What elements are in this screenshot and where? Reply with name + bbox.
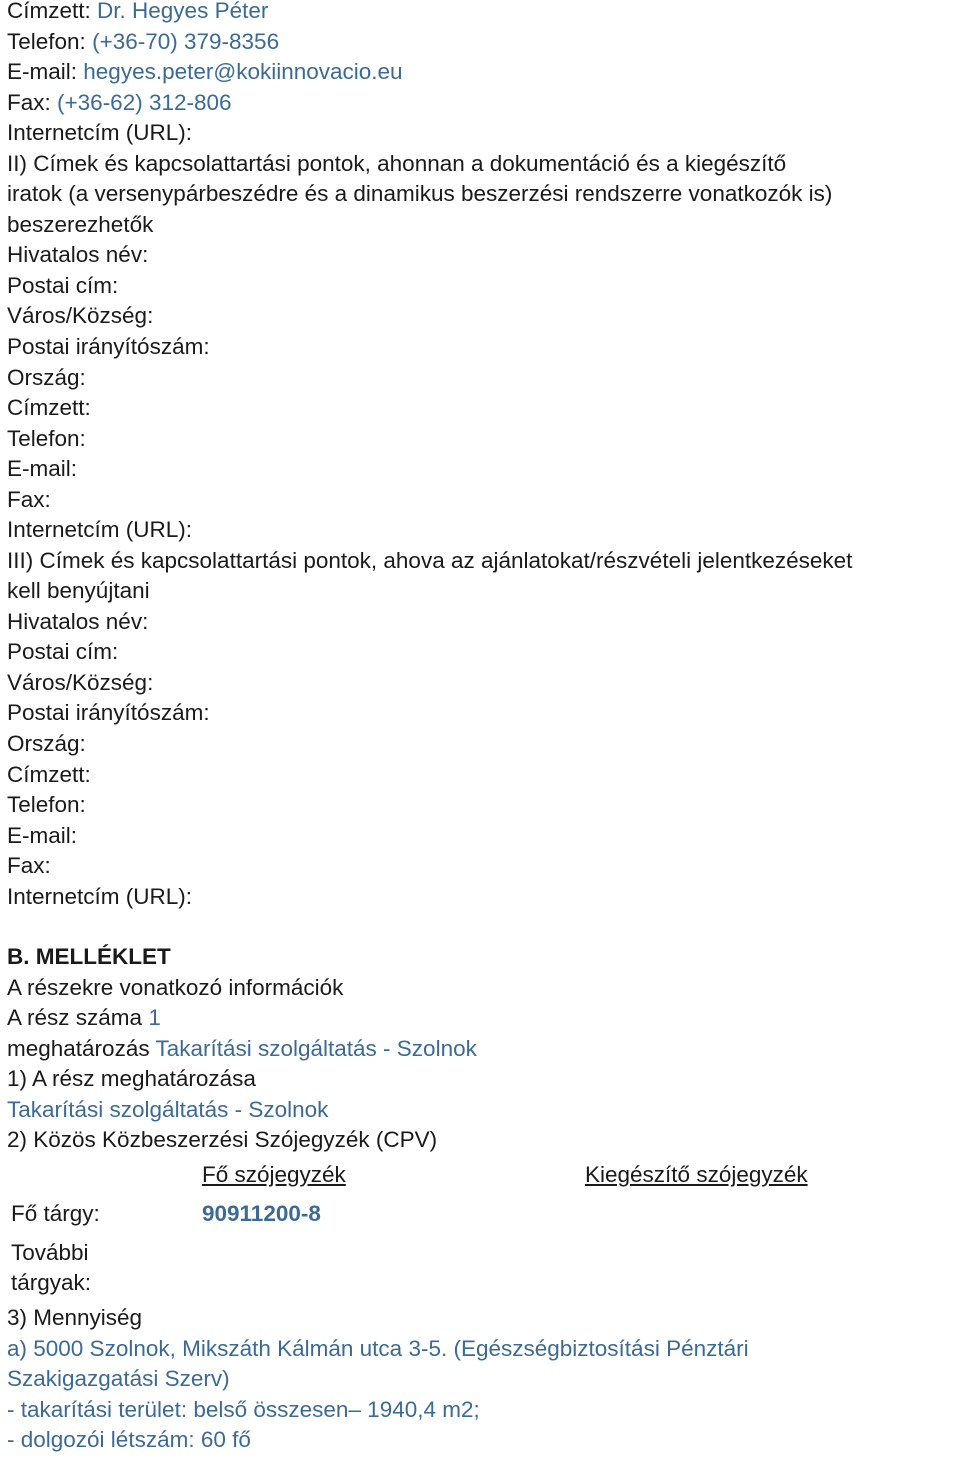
section2-field-zip: Postai irányítószám: (7, 334, 210, 359)
section3-field-email: E-mail: (7, 823, 78, 848)
section2-field-fax: Fax: (7, 487, 51, 512)
annex-subtitle: A részekre vonatkozó információk (7, 975, 344, 1000)
main-object-label: Fő tárgy: (11, 1201, 100, 1226)
section2-field-recipient: Címzett: (7, 395, 91, 420)
part-number-label: A rész száma (7, 1005, 143, 1030)
section3-field-city: Város/Község: (7, 670, 154, 695)
email-label: E-mail: (7, 59, 78, 84)
fax-label: Fax: (7, 90, 51, 115)
contact-fax-line (7, 88, 232, 118)
part-definition-heading: 1) A rész meghatározása (7, 1066, 256, 1091)
email-value: hegyes.peter@kokiinnovacio.eu (83, 59, 403, 84)
cpv-supplementary-vocab-header: Kiegészítő szójegyzék (585, 1162, 808, 1187)
section2-field-country: Ország: (7, 365, 86, 390)
section3-heading-line1: III) Címek és kapcsolattartási pontok, ahova az ajánlatokat/részvételi jelentkezéseket (7, 548, 853, 573)
section3-field-country: Ország: (7, 731, 86, 756)
section2-heading-line1: II) Címek és kapcsolattartási pontok, ahonnan a dokumentáció és a kiegészítő (7, 151, 787, 176)
definition-label: meghatározás (7, 1036, 150, 1061)
quantity-line-4: - dolgozói létszám: 60 fő (7, 1427, 251, 1452)
url-label: Internetcím (URL): (7, 120, 193, 145)
contact-email-line (7, 57, 403, 87)
recipient-value: Dr. Hegyes Péter (97, 0, 269, 23)
section3-field-url: Internetcím (URL): (7, 884, 193, 909)
section3-heading-line2: kell benyújtani (7, 578, 150, 603)
recipient-label: Címzett: (7, 0, 91, 23)
definition-value: Takarítási szolgáltatás - Szolnok (155, 1036, 477, 1061)
quantity-line-2: Szakigazgatási Szerv) (7, 1366, 230, 1391)
part-definition-value: Takarítási szolgáltatás - Szolnok (7, 1097, 329, 1122)
section2-field-postal-address: Postai cím: (7, 273, 119, 298)
quantity-line-3: - takarítási terület: belső összesen– 1940,4 m2; (7, 1397, 480, 1422)
section2-field-name: Hivatalos név: (7, 242, 149, 267)
section3-field-postal-address: Postai cím: (7, 639, 119, 664)
section2-field-city: Város/Község: (7, 303, 154, 328)
phone-value: (+36-70) 379-8356 (92, 29, 280, 54)
quantity-line-1: a) 5000 Szolnok, Mikszáth Kálmán utca 3-5. (Egészségbiztosítási Pénztári (7, 1336, 749, 1361)
section3-field-phone: Telefon: (7, 792, 86, 817)
phone-label: Telefon: (7, 29, 86, 54)
section2-heading-line3: beszerezhetők (7, 212, 154, 237)
additional-objects-label-1: További (11, 1240, 89, 1265)
contact-phone-line (7, 27, 279, 57)
additional-objects-label-2: tárgyak: (11, 1270, 92, 1295)
part-number-line (7, 1003, 161, 1033)
section3-field-zip: Postai irányítószám: (7, 700, 210, 725)
section3-field-name: Hivatalos név: (7, 609, 149, 634)
section2-heading-line2: iratok (a versenypárbeszédre és a dinamikus beszerzési rendszerre vonatkozók is) (7, 181, 833, 206)
main-object-cpv-code: 90911200-8 (202, 1201, 321, 1226)
cpv-main-vocab-header: Fő szójegyzék (202, 1162, 346, 1187)
definition-line (7, 1034, 477, 1064)
fax-value: (+36-62) 312-806 (57, 90, 232, 115)
contact-recipient-line (7, 0, 268, 26)
section2-field-phone: Telefon: (7, 426, 86, 451)
cpv-heading: 2) Közös Közbeszerzési Szójegyzék (CPV) (7, 1127, 438, 1152)
part-number-value: 1 (148, 1005, 161, 1030)
annex-title: B. MELLÉKLET (7, 944, 171, 969)
contact-url-line (7, 118, 192, 148)
section2-field-url: Internetcím (URL): (7, 517, 193, 542)
quantity-heading: 3) Mennyiség (7, 1305, 143, 1330)
section2-field-email: E-mail: (7, 456, 78, 481)
section3-field-fax: Fax: (7, 853, 51, 878)
section3-field-recipient: Címzett: (7, 762, 91, 787)
